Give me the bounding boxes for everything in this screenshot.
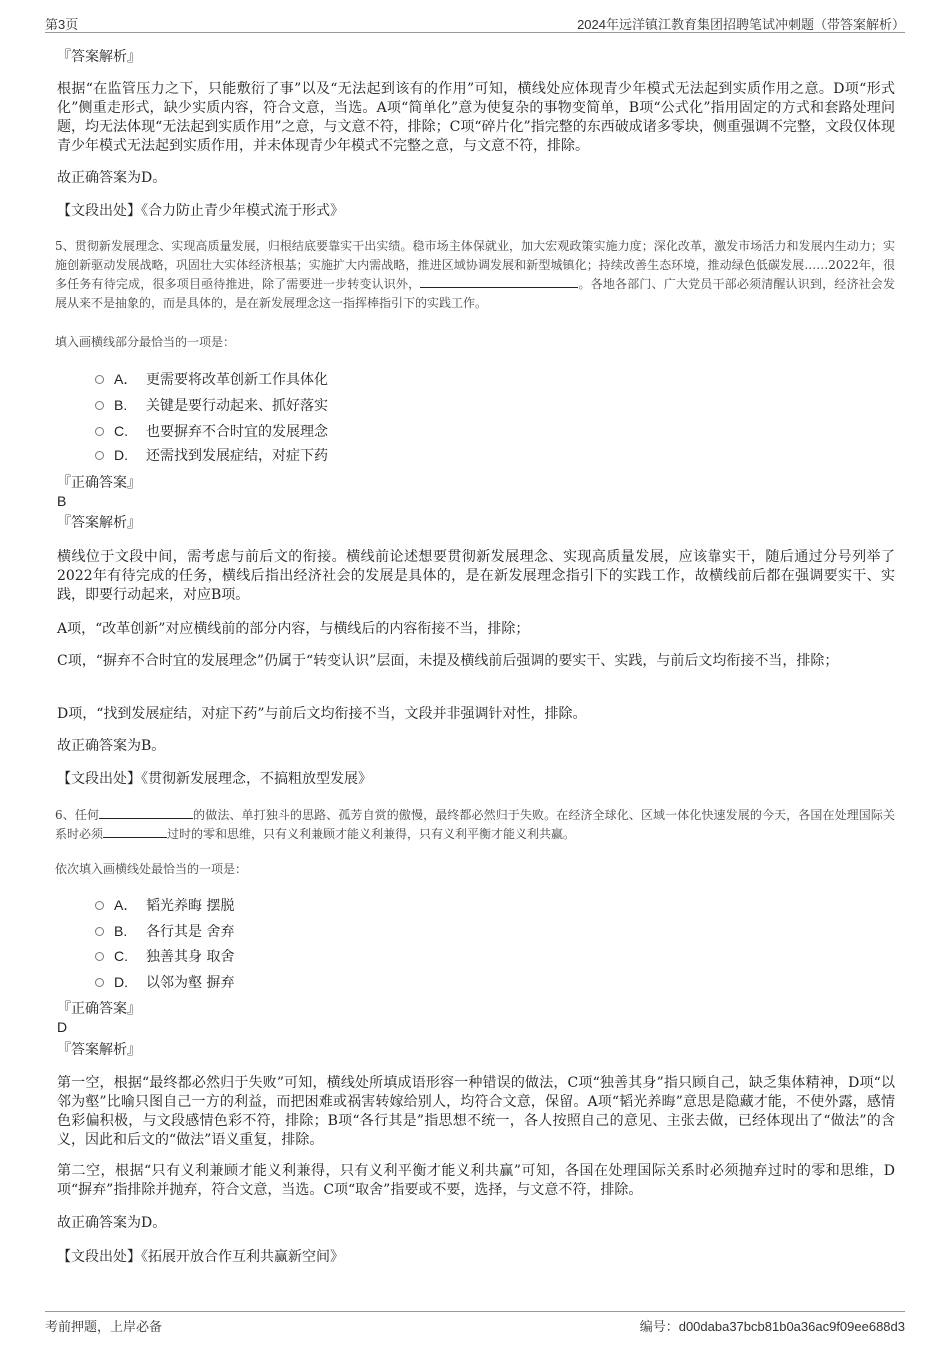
q4-analysis-text: 根据“在监管压力之下，只能敷衍了事”以及“无法起到该有的作用”可知，横线处应体现青少年模式无法起到实质作用之意。D项“形式化”侧重走形式，缺少实质内容，符合文意，当选。A项“简单化”意为使复杂的事物变简单，B项“公式化”指用固定的方式和套路处理问题，均无法体现“无法起到实质作用”之意，与文意不符，排除；C项“碎片化”指完整的东西破成诸多零块，侧重强调不完整，文段仅体现青少年模式无法起到实质作用，并未体现青少年模式不完整之意，与文意不符，排除。 [57, 81, 895, 154]
q5-option-c[interactable] [95, 420, 328, 442]
radio-icon[interactable] [95, 952, 104, 961]
radio-icon[interactable] [95, 901, 104, 910]
q6-option-a[interactable] [95, 894, 234, 916]
page-number: 第3页 [45, 17, 79, 32]
source-label: 【文段出处】 [57, 203, 141, 219]
q5-analysis-p3: C项，“摒弃不合时宜的发展理念”仍属于“转变认识”层面，未提及横线前后强调的要实干、实践，与前后文均衔接不当，排除； [57, 653, 839, 669]
source-label: 【文段出处】 [57, 1249, 141, 1265]
q6-text-b: 的做法、单打独斗的思路、孤芳自赏的傲慢，最终都必然归于失败。在经济全球化、区域一体化快速发展的今天，各国在处理国际关系时必须 [55, 808, 895, 841]
q6-option-c[interactable] [95, 945, 234, 967]
q6-analysis-label: 『答案解析』 [57, 1042, 141, 1058]
radio-icon[interactable] [95, 927, 104, 936]
radio-icon[interactable] [95, 427, 104, 436]
option-text: 也要摒弃不合时宜的发展理念 [146, 424, 328, 440]
document-title: 2024年远洋镇江教育集团招聘笔试冲刺题（带答案解析） [577, 17, 905, 32]
source-title: 《贯彻新发展理念，不搞粗放型发展》 [141, 771, 372, 787]
option-text: 各行其是 舍弃 [146, 924, 235, 940]
q5-blank [420, 275, 578, 288]
q6-option-d[interactable] [95, 971, 234, 993]
q5-text-before: 5、贯彻新发展理念、实现高质量发展，归根结底要靠实干出实绩。稳市场主体保就业，加大宏观政策实施力度；深化改革，激发市场活力和发展内生动力；实施创新驱动发展战略，巩固壮大实体经济根基；实施扩大内需战略，推进区域协调发展和新型城镇化；持续改善生态环境，推动绿色低碳发展……2022年，很多任务有待完成，很多项目亟待推进，除了需要进一步转变认识外， [55, 239, 895, 291]
option-key: C. [114, 423, 128, 439]
footer-code [640, 1316, 905, 1335]
q5-analysis-p4: D项，“找到发展症结，对症下药”与前后文均衔接不当，文段并非强调针对性，排除。 [57, 706, 587, 722]
option-text: 以邻为壑 摒弃 [146, 975, 235, 991]
radio-icon[interactable] [95, 375, 104, 384]
option-key: B. [114, 397, 128, 413]
option-text: 关键是要行动起来、抓好落实 [146, 398, 328, 414]
q5-option-b[interactable] [95, 394, 328, 416]
radio-icon[interactable] [95, 401, 104, 410]
q5-prompt: 填入画横线部分最恰当的一项是： [55, 335, 236, 349]
q4-source [57, 202, 895, 221]
source-title: 《拓展开放合作互利共赢新空间》 [141, 1249, 344, 1265]
option-key: D. [114, 447, 128, 463]
option-key: C. [114, 948, 128, 964]
option-key: A． [114, 371, 138, 387]
q6-option-b[interactable] [95, 920, 234, 942]
q5-analysis-p1: 横线位于文段中间，需考虑与前后文的衔接。横线前论述想要贯彻新发展理念、实现高质量发展，应该靠实干，随后通过分号列举了2022年有待完成的任务，横线后指出经济社会的发展是具体的，是在新发展理念指引下的实践工作，故横线前后都在强调要实干、实践，即要行动起来，对应B项。 [57, 549, 895, 603]
q5-correct-label: 『正确答案』 [57, 475, 141, 491]
page-footer [45, 1311, 905, 1334]
source-title: 《合力防止青少年模式流于形式》 [141, 203, 344, 219]
q5-conclusion: 故正确答案为B。 [57, 738, 166, 754]
q6-text-a: 6、任何 [55, 808, 100, 822]
option-key: D. [114, 974, 128, 990]
q5-answer: B [57, 493, 67, 509]
q6-answer: D [57, 1019, 68, 1035]
page-header [45, 10, 905, 33]
q4-analysis-label: 『答案解析』 [57, 49, 141, 65]
option-text: 韬光养晦 摆脱 [146, 898, 235, 914]
q6-analysis-p2: 第二空，根据“只有义利兼顾才能义利兼得，只有义利平衡才能义利共赢”可知，各国在处理国际关系时必须抛弃过时的零和思维，D项“摒弃”指排除并抛弃，符合文意，当选。C项“取舍”指要或不要，选择，与文意不符，排除。 [57, 1163, 895, 1198]
option-text: 还需找到发展症结，对症下药 [146, 448, 328, 464]
q6-analysis-p1: 第一空，根据“最终都必然归于失败”可知，横线处所填成语形容一种错误的做法，C项“独善其身”指只顾自己，缺乏集体精神，D项“以邻为壑”比喻只图自己一方的利益，而把困难或祸害转嫁给别人，均符合文意，保留。A项“韬光养晦”意思是隐藏才能，不使外露，感情色彩偏积极，与文段感情色彩不符，排除；B项“各行其是”指思想不统一，各人按照自己的意见、主张去做，已经体现出了“做法”的含义，因此和后文的“做法”语义重复，排除。 [57, 1075, 895, 1148]
q5-question-text [55, 237, 895, 313]
q6-blank-1 [99, 806, 193, 819]
q6-prompt: 依次填入画横线处最恰当的一项是： [55, 862, 248, 876]
q6-source [57, 1248, 895, 1267]
q5-option-d[interactable] [95, 444, 328, 466]
q4-conclusion: 故正确答案为D。 [57, 170, 167, 186]
option-key: B. [114, 923, 128, 939]
q5-analysis-label: 『答案解析』 [57, 515, 141, 531]
footer-code-value: d00daba37bcb81b0a36ac9f09ee688d3 [678, 1319, 905, 1334]
q5-option-a[interactable] [95, 368, 328, 390]
radio-icon[interactable] [95, 451, 104, 460]
footer-code-label: 编号： [639, 1319, 679, 1334]
q6-question-text [55, 806, 895, 844]
q5-analysis-p2: A项，“改革创新”对应横线前的部分内容，与横线后的内容衔接不当，排除； [57, 621, 530, 637]
option-text: 更需要将改革创新工作具体化 [146, 372, 328, 388]
q5-source [57, 770, 895, 789]
source-label: 【文段出处】 [57, 771, 141, 787]
radio-icon[interactable] [95, 978, 104, 987]
option-text: 独善其身 取舍 [146, 949, 235, 965]
q6-conclusion: 故正确答案为D。 [57, 1215, 167, 1231]
option-key: A． [114, 897, 138, 913]
footer-slogan: 考前押题，上岸必备 [45, 1319, 163, 1334]
q6-correct-label: 『正确答案』 [57, 1001, 141, 1017]
q5-text-after: 。各地各部门、广大党员干部必须清醒认识到，经济社会发展从来不是抽象的，而是具体的，是在新发展理念这一指挥棒指引下的实践工作。 [55, 277, 895, 310]
q6-blank-2 [103, 825, 167, 838]
q6-text-c: 过时的零和思维，只有义利兼顾才能义利兼得，只有义利平衡才能义利共赢。 [167, 827, 576, 841]
